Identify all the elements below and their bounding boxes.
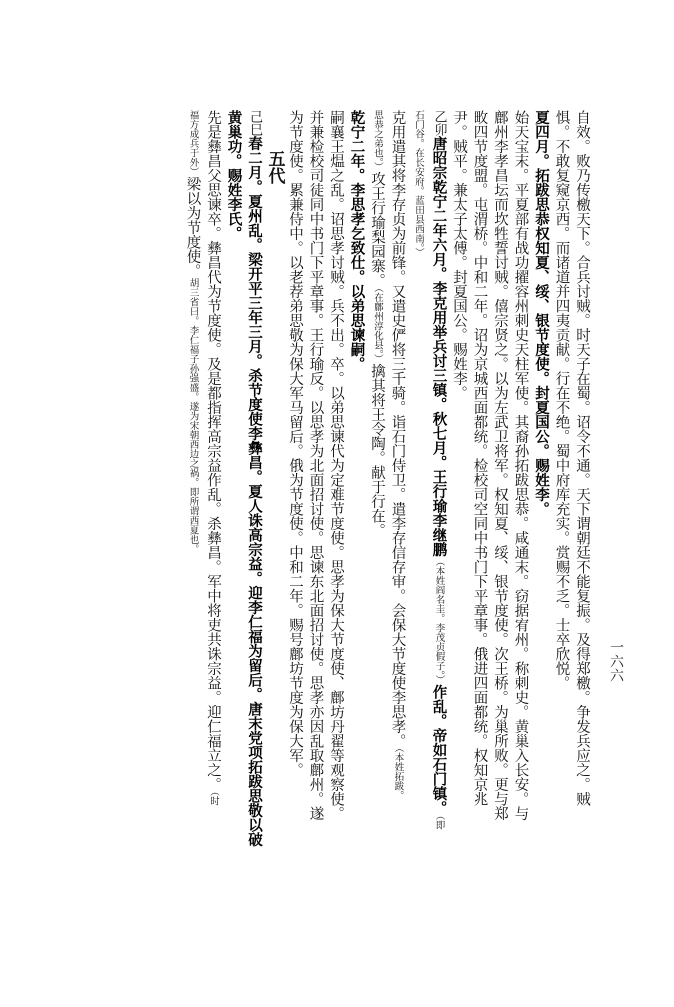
text-run: 攻王行瑜梨园寨。: [369, 171, 385, 288]
text-column: [428, 110, 449, 950]
text-column: [387, 110, 408, 950]
text-column: [182, 110, 203, 950]
text-column: [244, 110, 265, 950]
text-run: 梁以为节度使。: [184, 176, 201, 278]
text-column: 嗣襄王煴之乱。诏思孝讨贼。兵不出。卒。以弟思谏代为定难节度使。思孝为保大节度使、鄜坊丹翟等观察使。: [328, 110, 344, 821]
annotation: 石门谷。在长安府。蓝田县西南。）: [413, 110, 424, 258]
vertical-text-body: [92, 110, 592, 950]
annotation: 胡三省曰。李仁福子孙强盛。遂为宋朝西边之祸。即所谓西夏也。: [187, 278, 199, 554]
text-run: 擒其将王令陶。献于行在。: [369, 363, 385, 538]
annotation: （在鄜州淳化县。）: [372, 287, 383, 364]
text-column: [367, 110, 388, 950]
annotation: （即: [433, 815, 445, 830]
entry-heading: 乾宁二年。李思孝乞致仕。以弟思谏嗣。: [348, 110, 366, 371]
text-column: 惧。不敢复窥京西。而诸道并四夷贡献。行在不绝。蜀中府库充实。赏赐不乏。士卒欣悦。: [553, 110, 570, 690]
cyclical-year: 乙卯: [431, 110, 447, 136]
text-column: 为节度使。累兼侍中。以老荐弟思敬为保大军马留后。俄为节度使。中和二年。赐号鄜坊节度为保大军。: [287, 110, 303, 777]
annotation: 思恭之弟也。）: [372, 110, 383, 172]
text-column: 自效。败乃传檄天下。合兵讨贼。时天子在蜀。诏令不通。天下谓朝廷不能复振。及得郑檄。争发兵应之。贼: [574, 110, 590, 806]
text-column: [203, 110, 224, 950]
section-heading: 五代: [264, 150, 285, 184]
page-number: 一六六: [608, 640, 624, 682]
annotation: （本姓阎名圭。李茂贞假子。）: [433, 556, 445, 685]
entry-heading: 春二月。夏州乱。梁开平三年三月。杀节度使李彝昌。夏人诛高宗益。迎李仁福为留后。唐末党项拓跋思敬以破: [246, 136, 263, 847]
cyclical-year: 己巳: [247, 110, 262, 136]
text-run: 克用遣其将李存贞为前锋。又遣史俨将三千骑。诣石门侍卫。遣李存信存审。会保大节度使李思孝。: [389, 110, 406, 748]
annotation: 福方成兵于外）: [187, 110, 199, 177]
text-run: 先是彝昌父思谏卒。彝昌代为节度使。及是都指挥高宗益作乱。杀彝昌。军中将吏共诛宗益。迎仁福立之。: [205, 110, 221, 792]
entry-heading: 黄巢功。赐姓李氏。: [225, 110, 243, 241]
entry-heading: 作乱。帝如石门镇。: [430, 684, 448, 816]
text-column: 尹。贼平。兼太子太傅。封夏国公。赐姓李。: [451, 110, 467, 400]
text-column: 始天宝末。平夏部有战功擢容州刺史天柱军使。其裔孙拓跋思恭。咸通末。窃据宥州。称刺史。黄巢入长安。与: [512, 110, 529, 821]
text-column: 鄜州李孝昌坛而坎牲誓讨贼。僖宗贤之。以为左武卫将军。权知夏、绥、银节度使。次王桥。为巢所败。更与郑: [492, 110, 508, 821]
annotation: （本姓拓跋。: [392, 748, 404, 801]
entry-heading: 唐昭宗乾宁二年六月。李克用举兵讨三镇。秋七月。王行瑜李继鹏: [430, 136, 448, 557]
text-column: 畋四节度盟。屯渭桥。中和二年。诏为京城西面都统。检校司空同中书门下平章事。俄进四面都统。权知京兆: [471, 110, 488, 806]
entry-heading: 夏四月。拓跋思恭权知夏、绥、银节度使。封夏国公。赐姓李。: [533, 110, 550, 516]
text-column: 并兼检校司徒同中书门下平章事。王行瑜反。以思孝为北面招讨使。思谏东北面招讨使。思孝亦因乱取鄜州。遂: [307, 110, 324, 821]
annotation: （时: [208, 791, 219, 806]
